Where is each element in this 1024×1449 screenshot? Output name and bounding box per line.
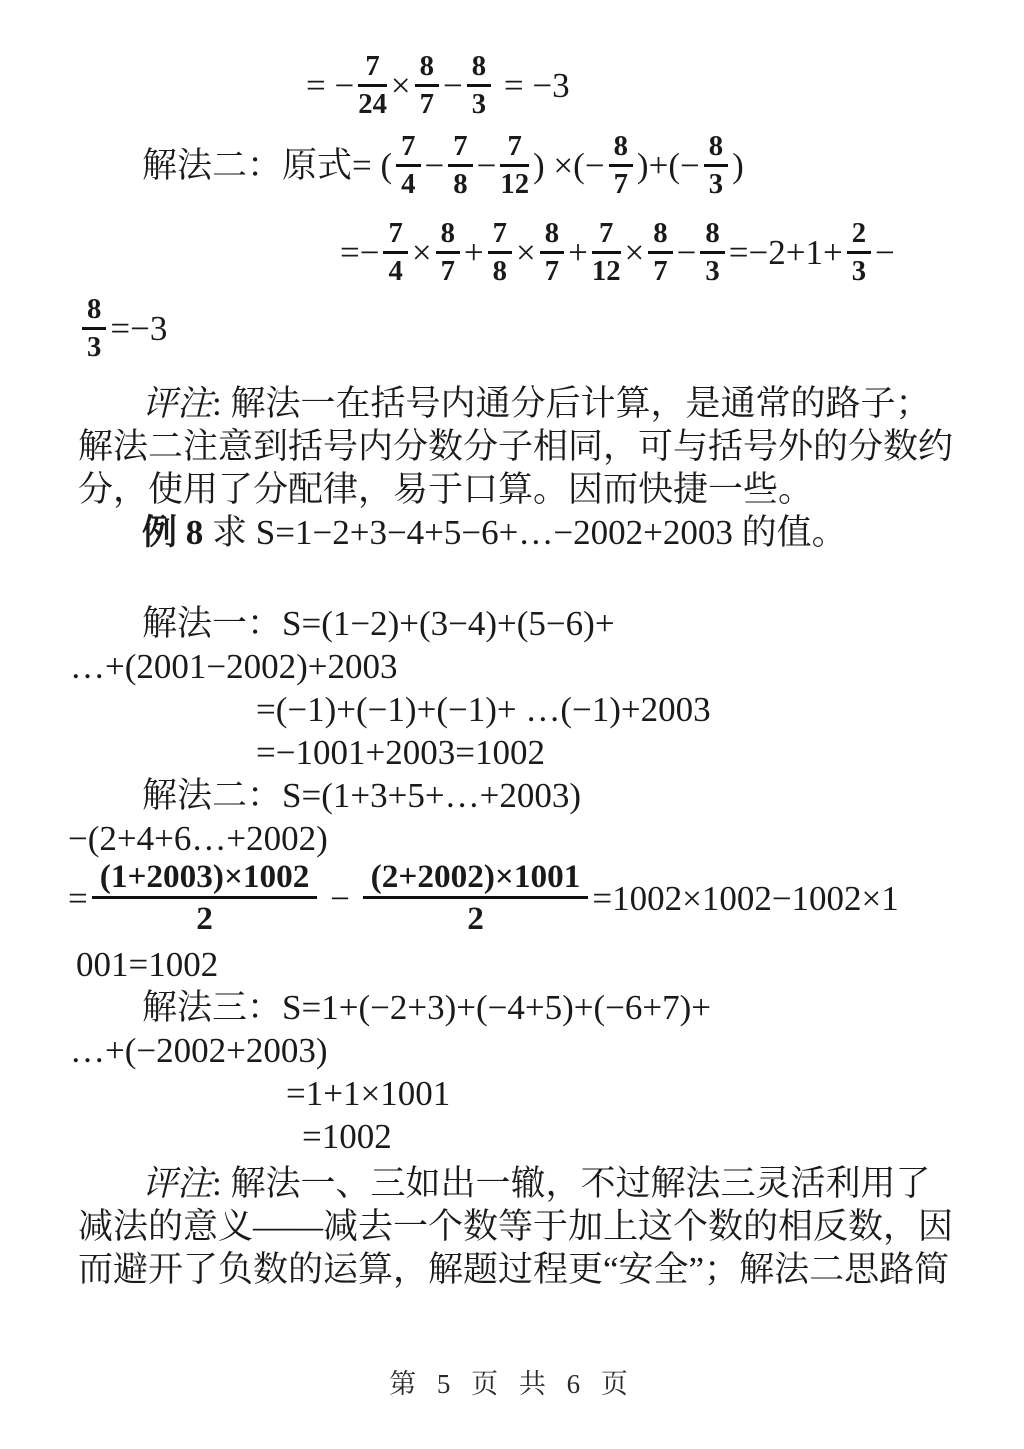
fraction bbox=[358, 52, 387, 118]
solution2b-line2 bbox=[68, 817, 1024, 860]
text-run: 解法二注意到括号内分数分子相同，可与括号外的分数约 bbox=[78, 426, 954, 466]
text-run: 解法二：S=(1+3+5+…+2003) bbox=[142, 775, 581, 815]
fraction bbox=[704, 130, 728, 201]
fraction-numerator: 7 bbox=[358, 52, 387, 87]
fraction-numerator: 7 bbox=[396, 132, 420, 167]
text-run: × bbox=[624, 233, 645, 273]
fraction-denominator: 4 bbox=[388, 254, 403, 287]
fraction-denominator: 4 bbox=[401, 168, 416, 201]
fraction bbox=[700, 216, 724, 287]
fraction-denominator: 3 bbox=[705, 254, 720, 287]
fraction-numerator: 8 bbox=[704, 132, 728, 167]
fraction bbox=[467, 52, 491, 118]
text-run: 解法三：S=1+(−2+3)+(−4+5)+(−6+7)+ bbox=[142, 988, 712, 1028]
solution1-line3 bbox=[256, 688, 1024, 731]
text-run: − bbox=[321, 878, 359, 918]
text-run: …+(−2002+2003) bbox=[70, 1031, 328, 1071]
fraction-denominator: 7 bbox=[544, 254, 560, 287]
fraction-numerator: 7 bbox=[383, 219, 407, 254]
fraction-numerator: 2 bbox=[847, 219, 871, 254]
fraction-numerator: 8 bbox=[436, 219, 460, 254]
fraction-denominator: 12 bbox=[591, 254, 621, 287]
text-run: 解法二：原式= ( bbox=[142, 146, 393, 186]
text-run: …+(2001−2002)+2003 bbox=[70, 646, 398, 686]
remark2-line1 bbox=[142, 1162, 1024, 1205]
text-run: = −3 bbox=[495, 66, 570, 106]
fraction-denominator: 24 bbox=[358, 87, 387, 120]
text-run: × bbox=[390, 66, 411, 106]
fraction-numerator: 8 bbox=[540, 219, 564, 254]
fraction bbox=[436, 216, 460, 287]
fraction-numerator: 7 bbox=[500, 132, 529, 167]
fraction bbox=[415, 52, 439, 118]
text-run: ) ×(− bbox=[533, 146, 605, 186]
remark2-line3 bbox=[78, 1248, 1024, 1291]
fraction bbox=[591, 216, 621, 287]
text-run: × bbox=[411, 233, 432, 273]
solution2b-line1 bbox=[142, 774, 1024, 817]
fraction-denominator: 3 bbox=[851, 254, 867, 287]
text-run: =− bbox=[340, 233, 380, 273]
fraction-numerator: 8 bbox=[648, 219, 672, 254]
text-run: −(2+4+6…+2002) bbox=[68, 818, 328, 858]
text-run: 求 S=1−2+3−4+5−6+…−2002+2003 的值。 bbox=[203, 512, 847, 552]
text-run: − bbox=[875, 233, 895, 273]
fraction bbox=[396, 130, 420, 201]
solution1-line2 bbox=[70, 645, 1024, 688]
fraction-denominator: 3 bbox=[471, 87, 487, 120]
text-run: 解法一：S=(1−2)+(3−4)+(5−6)+ bbox=[142, 603, 615, 643]
solution3-line2 bbox=[70, 1029, 1024, 1072]
fraction-denominator: 2 bbox=[196, 899, 213, 937]
fraction bbox=[448, 130, 472, 201]
text-run: 而避开了负数的运算，解题过程更“安全”；解法二思路简 bbox=[78, 1250, 950, 1290]
remark2-line2 bbox=[78, 1205, 1024, 1248]
fraction bbox=[847, 216, 871, 287]
text-run: − bbox=[443, 66, 463, 106]
remark-label: 评注 bbox=[142, 1164, 213, 1204]
fraction-numerator: 8 bbox=[700, 219, 724, 254]
solution2-line2 bbox=[340, 216, 1024, 291]
text-run: 分，使用了分配律，易于口算。因而快捷一些。 bbox=[78, 469, 814, 509]
fraction-denominator: 7 bbox=[440, 254, 455, 287]
solution2b-line3 bbox=[68, 857, 1024, 942]
solution3-line1 bbox=[142, 986, 1024, 1029]
fraction-denominator: 7 bbox=[419, 87, 435, 120]
text-run: )+(− bbox=[636, 146, 700, 186]
solution1-line1 bbox=[142, 602, 1024, 645]
solution2-line3 bbox=[78, 293, 1024, 367]
remark1-line3 bbox=[78, 468, 1024, 511]
solution2b-line4 bbox=[76, 943, 1024, 986]
text-run: 001=1002 bbox=[76, 945, 219, 985]
fraction bbox=[82, 295, 106, 361]
fraction bbox=[500, 130, 530, 201]
fraction-denominator: 8 bbox=[492, 254, 508, 287]
fraction-numerator: (2+2002)×1001 bbox=[363, 860, 589, 899]
fraction-numerator: 8 bbox=[415, 52, 439, 87]
text-run: =−3 bbox=[110, 309, 168, 349]
fraction bbox=[488, 216, 512, 287]
solution1-line4 bbox=[256, 731, 1024, 774]
text-run: ) bbox=[732, 146, 744, 186]
text-run: × bbox=[516, 233, 536, 273]
fraction-denominator: 3 bbox=[87, 330, 102, 363]
text-run: : 解法一、三如出一辙，不过解法三灵活利用了 bbox=[212, 1164, 931, 1204]
text-run: − bbox=[476, 146, 497, 186]
fraction bbox=[540, 216, 564, 287]
fraction-numerator: (1+2003)×1002 bbox=[92, 860, 318, 899]
fraction-denominator: 2 bbox=[467, 899, 484, 937]
text-run: 减法的意义——减去一个数等于加上这个数的相反数，因 bbox=[78, 1207, 954, 1247]
fraction-denominator: 8 bbox=[453, 168, 468, 201]
fraction bbox=[363, 857, 589, 937]
fraction bbox=[383, 216, 407, 287]
text-run: = bbox=[68, 878, 88, 918]
solution2-line1 bbox=[142, 130, 1024, 204]
fraction-denominator: 7 bbox=[653, 254, 668, 287]
fraction-numerator: 8 bbox=[82, 295, 106, 330]
text-run: =1002 bbox=[302, 1117, 392, 1157]
example-label: 例 8 bbox=[142, 512, 204, 552]
fraction-numerator: 7 bbox=[448, 132, 472, 167]
fraction bbox=[648, 216, 672, 287]
text-run: + bbox=[463, 233, 484, 273]
text-run: − bbox=[676, 233, 697, 273]
remark-label: 评注 bbox=[142, 383, 213, 423]
text-run: =1002×1002−1002×1 bbox=[592, 878, 899, 918]
fraction-numerator: 8 bbox=[609, 132, 633, 167]
fraction-numerator: 7 bbox=[592, 219, 621, 254]
text-run: : 解法一在括号内通分后计算，是通常的路子； bbox=[212, 383, 931, 423]
text-run: = − bbox=[306, 66, 355, 106]
page-footer: 第 5 页 共 6 页 bbox=[389, 1369, 635, 1399]
text-run: − bbox=[424, 146, 445, 186]
example8-line bbox=[142, 511, 1024, 554]
fraction bbox=[609, 130, 633, 201]
fraction-numerator: 8 bbox=[467, 52, 491, 87]
remark1-line1 bbox=[142, 382, 1024, 425]
text-run: =−2+1+ bbox=[728, 233, 843, 273]
fraction bbox=[92, 857, 318, 937]
fraction-denominator: 3 bbox=[708, 168, 724, 201]
solution3-line4 bbox=[302, 1115, 1024, 1158]
solution3-line3 bbox=[286, 1072, 1024, 1115]
remark1-line2 bbox=[78, 425, 1024, 468]
text-run: =−1001+2003=1002 bbox=[256, 732, 545, 772]
eq-continued-result bbox=[306, 50, 1024, 124]
fraction-numerator: 7 bbox=[488, 219, 512, 254]
fraction-denominator: 12 bbox=[500, 168, 530, 201]
document-content bbox=[0, 50, 1024, 1291]
text-run: =(−1)+(−1)+(−1)+ …(−1)+2003 bbox=[256, 689, 711, 729]
fraction-denominator: 7 bbox=[613, 168, 628, 201]
text-run: + bbox=[568, 233, 588, 273]
text-run: =1+1×1001 bbox=[286, 1074, 451, 1114]
